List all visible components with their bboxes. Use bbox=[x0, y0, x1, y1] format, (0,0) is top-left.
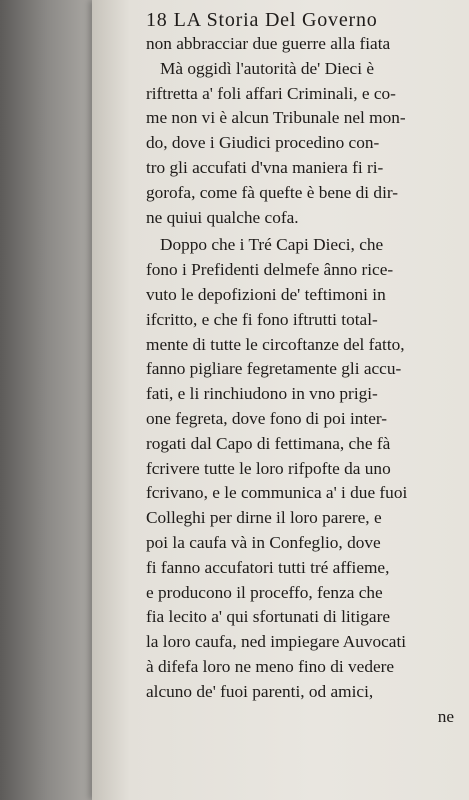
text-line: fati, e li rinchiudono in vno prigi- bbox=[146, 384, 378, 404]
page-text bbox=[146, 8, 462, 729]
text-line: me non vi è alcun Tribunale nel mon- bbox=[146, 108, 406, 128]
text-line: non abbracciar due guerre alla fiata bbox=[146, 34, 391, 53]
text-line: Doppo che i Tré Capi Dieci, che bbox=[160, 235, 384, 255]
text-line: fono i Prefidenti delmefe ânno rice- bbox=[146, 260, 394, 280]
text-line: gorofa, come fà quefte è bene di dir- bbox=[146, 182, 399, 202]
text-line: Mà oggidì l'autorità de' Dieci è bbox=[160, 58, 375, 78]
text-line: vuto le depofizioni de' teftimoni in bbox=[146, 284, 386, 304]
text-line: e producono il proceffo, fenza che bbox=[146, 582, 383, 602]
text-line: one fegreta, dove fono di poi inter- bbox=[146, 408, 388, 428]
text-line: Colleghi per dirne il loro parere, e bbox=[146, 508, 382, 528]
text-line: fcrivano, e le communica a' i due fuoi bbox=[146, 483, 408, 503]
text-line: la loro caufa, ned impiegare Auvocati bbox=[146, 632, 407, 652]
text-line: mente di tutte le circoftanze del fatto, bbox=[146, 334, 405, 354]
text-line: alcuno de' fuoi parenti, od amici, bbox=[146, 681, 374, 701]
text-line: do, dove i Giudici procedino con- bbox=[146, 133, 380, 153]
text-line: poi la caufa và in Confeglio, dove bbox=[146, 532, 381, 552]
running-head-title: LA Storia Del Governo bbox=[173, 9, 378, 31]
text-line: tro gli accufati d'vna maniera fi ri- bbox=[146, 157, 384, 177]
text-line: fcrivere tutte le loro rifpofte da uno bbox=[146, 458, 391, 478]
text-line: riftretta a' foli affari Criminali, e co- bbox=[146, 83, 396, 103]
text-line: fia lecito a' qui sfortunati di litigare bbox=[146, 607, 391, 627]
text-line: fi fanno accufatori tutti tré affieme, bbox=[146, 557, 390, 577]
text-line: fanno pigliare fegretamente gli accu- bbox=[146, 359, 402, 379]
running-head bbox=[146, 8, 462, 32]
text-line: rogati dal Capo di fettimana, che fà bbox=[146, 433, 391, 453]
page-number: 18 bbox=[146, 9, 168, 31]
text-line: à difefa loro ne meno fino di vedere bbox=[146, 656, 395, 676]
text-line: ifcritto, e che fi fono iftrutti total- bbox=[146, 309, 378, 329]
catchword: ne bbox=[437, 706, 454, 726]
text-line: ne quiui qualche cofa. bbox=[146, 207, 299, 227]
